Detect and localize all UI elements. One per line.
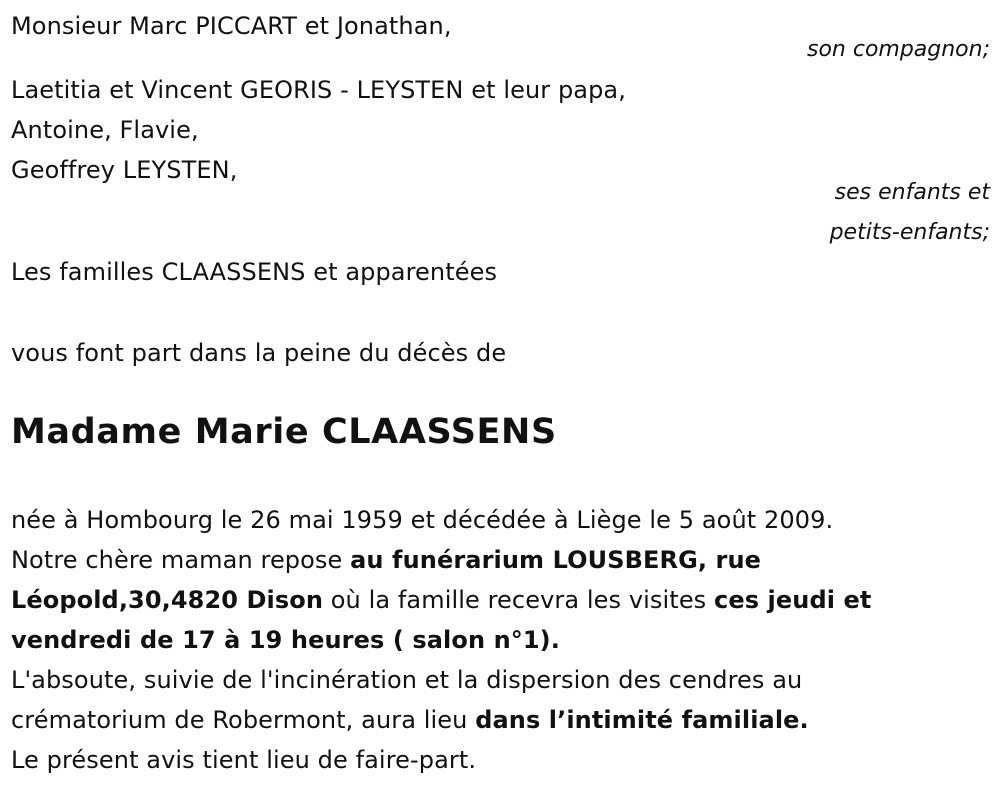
rest-prefix: Notre chère maman repose: [11, 546, 351, 574]
family-line-son: Geoffrey LEYSTEN,: [11, 156, 238, 184]
absoute-line-1: L'absoute, suivie de l'incinération et la dispersion des cendres au: [11, 666, 803, 694]
address-visits-line: [11, 580, 871, 620]
family-line-grandchildren: Antoine, Flavie,: [11, 116, 199, 144]
visits-text: où la famille recevra les visites: [323, 586, 715, 614]
relation-grandchildren: petits-enfants;: [829, 220, 990, 245]
visits-hours: vendredi de 17 à 19 heures ( salon n°1).: [11, 626, 560, 654]
birth-death-info: née à Hombourg le 26 mai 1959 et décédée à Liège le 5 août 2009.: [11, 506, 834, 534]
closing-note: Le présent avis tient lieu de faire-part.: [11, 746, 477, 774]
relation-partner: son compagnon;: [806, 37, 990, 62]
absoute-prefix: crématorium de Robermont, aura lieu: [11, 706, 476, 734]
announcement-text: vous font part dans la peine du décès de: [11, 339, 507, 367]
deceased-name: Madame Marie CLAASSENS: [11, 412, 557, 452]
visits-hours-line: [11, 620, 560, 660]
absoute-intimacy: dans l’intimité familiale.: [475, 706, 809, 734]
visits-days: ces jeudi et: [714, 586, 872, 614]
family-line-children: Laetitia et Vincent GEORIS - LEYSTEN et leur papa,: [11, 76, 626, 104]
family-line-partner: Monsieur Marc PICCART et Jonathan,: [11, 12, 452, 40]
family-line-relatives: Les familles CLAASSENS et apparentées: [11, 258, 498, 286]
absoute-line-2: [11, 700, 809, 740]
funeral-home-address: Léopold,30,4820 Dison: [11, 586, 324, 614]
funeral-home-name: au funérarium LOUSBERG, rue: [350, 546, 762, 574]
rest-place-line: [11, 540, 761, 580]
relation-children: ses enfants et: [834, 180, 990, 205]
